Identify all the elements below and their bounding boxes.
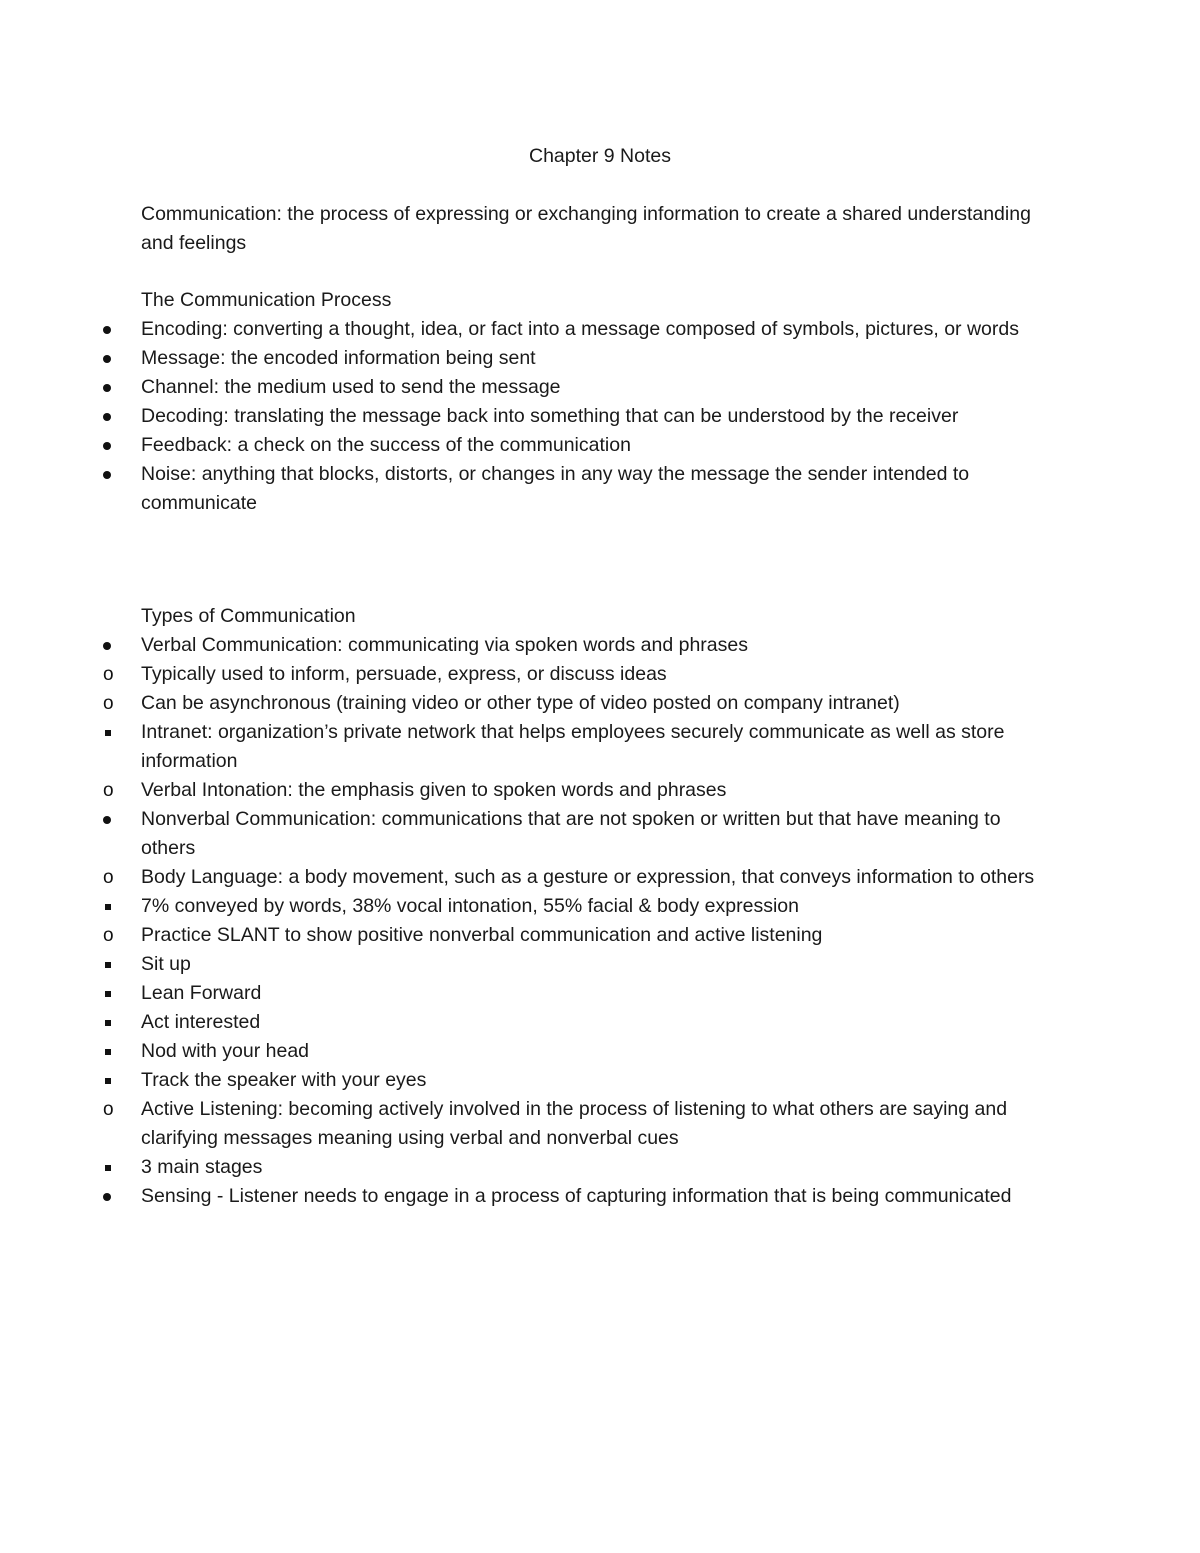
slant-sublist bbox=[141, 950, 1041, 1095]
list-item: Lean Forward bbox=[141, 979, 1041, 1008]
bullet-circle-icon: o bbox=[103, 664, 114, 685]
bullet-dot-icon bbox=[103, 1193, 111, 1201]
list-item: Sit up bbox=[141, 950, 1041, 979]
bullet-square-icon bbox=[105, 991, 111, 997]
list-item: o Body Language: a body movement, such as a gesture or expression, that conveys information to others 7% conveyed by words, 38% vocal intonation, 55% facial & body expression bbox=[141, 863, 1041, 921]
bullet-square-icon bbox=[105, 904, 111, 910]
document-title: Chapter 9 Notes bbox=[529, 145, 671, 167]
list-item: Nod with your head bbox=[141, 1037, 1041, 1066]
bullet-circle-icon: o bbox=[103, 780, 114, 801]
list-item-verbal: Verbal Communication: communicating via spoken words and phrases o Typically used to inform, persuade, express, or discuss ideas o Can be asynchronous (training video or other type of video posted on company intranet) Intranet: organization’s private network that helps employees securely communicate as well as store information o Verbal Intonation: the emphasis given to spoken words and phrases bbox=[141, 631, 1041, 805]
bullet-circle-icon: o bbox=[103, 1099, 114, 1120]
list-item: 7% conveyed by words, 38% vocal intonation, 55% facial & body expression bbox=[141, 892, 1041, 921]
bullet-dot-icon bbox=[103, 471, 111, 479]
list-item: Act interested bbox=[141, 1008, 1041, 1037]
body-language-sublist bbox=[141, 892, 1041, 921]
section-heading: Types of Communication bbox=[141, 605, 356, 627]
list-item: Feedback: a check on the success of the communication bbox=[141, 431, 1041, 460]
bullet-dot-icon bbox=[103, 355, 111, 363]
bullet-dot-icon bbox=[103, 384, 111, 392]
types-list bbox=[103, 631, 1041, 1211]
list-item: Track the speaker with your eyes bbox=[141, 1066, 1041, 1095]
stages-sublist bbox=[141, 1182, 1041, 1211]
list-item: o Active Listening: becoming actively involved in the process of listening to what others are saying and clarifying messages meaning using verbal and nonverbal cues 3 main stages Sensing - Listener needs to engage in a process of capturing information that is being communicated bbox=[141, 1095, 1041, 1211]
communication-process-section bbox=[141, 286, 1041, 518]
list-item: Message: the encoded information being sent bbox=[141, 344, 1041, 373]
bullet-square-icon bbox=[105, 962, 111, 968]
communication-definition: Communication: the process of expressing or exchanging information to create a shared understanding and feelings bbox=[141, 203, 1031, 254]
list-item: o Verbal Intonation: the emphasis given to spoken words and phrases bbox=[141, 776, 1041, 805]
intranet-sublist bbox=[141, 718, 1041, 776]
bullet-dot-icon bbox=[103, 816, 111, 824]
list-item: Channel: the medium used to send the message bbox=[141, 373, 1041, 402]
bullet-square-icon bbox=[105, 1165, 111, 1171]
process-list bbox=[141, 315, 1041, 518]
bullet-dot-icon bbox=[103, 642, 111, 650]
list-item: Decoding: translating the message back into something that can be understood by the receiver bbox=[141, 402, 1041, 431]
list-item: o Practice SLANT to show positive nonverbal communication and active listening Sit up Lean Forward Act interested Nod with your head Track the speaker with your eyes bbox=[141, 921, 1041, 1095]
bullet-circle-icon: o bbox=[103, 693, 114, 714]
bullet-square-icon bbox=[105, 1049, 111, 1055]
list-item: Encoding: converting a thought, idea, or fact into a message composed of symbols, pictures, or words bbox=[141, 315, 1041, 344]
list-item: o Typically used to inform, persuade, express, or discuss ideas bbox=[141, 660, 1041, 689]
bullet-dot-icon bbox=[103, 442, 111, 450]
bullet-square-icon bbox=[105, 730, 111, 736]
types-of-communication-section bbox=[103, 602, 1041, 1211]
list-item: 3 main stages Sensing - Listener needs to engage in a process of capturing information that is being communicated bbox=[141, 1153, 1041, 1211]
list-item: Sensing - Listener needs to engage in a process of capturing information that is being communicated bbox=[141, 1182, 1041, 1211]
bullet-circle-icon: o bbox=[103, 925, 114, 946]
bullet-dot-icon bbox=[103, 326, 111, 334]
bullet-square-icon bbox=[105, 1020, 111, 1026]
active-listening-sublist bbox=[141, 1153, 1041, 1211]
bullet-square-icon bbox=[105, 1078, 111, 1084]
verbal-sublist bbox=[103, 660, 1041, 805]
nonverbal-sublist bbox=[103, 863, 1041, 1211]
bullet-dot-icon bbox=[103, 413, 111, 421]
list-item: Noise: anything that blocks, distorts, or changes in any way the message the sender intended to communicate bbox=[141, 460, 1041, 518]
list-item-nonverbal: Nonverbal Communication: communications that are not spoken or written but that have meaning to others o Body Language: a body movement, such as a gesture or expression, that conveys information to others 7% conveyed by words, 38% vocal intonation, 55% facial & body expression o Practice SLANT to show positive nonverbal communication and active listening Sit up Lean Forward Act interested Nod with your head Track the speaker with your eyes o Active Listening: becoming actively involved in the process of listening to what others are saying and clarifying messages meaning using verbal and nonverbal cues 3 main stages Sensing - Listener needs to engage in a process of capturing information that is being communicated bbox=[141, 805, 1041, 1211]
bullet-circle-icon: o bbox=[103, 867, 114, 888]
list-item: o Can be asynchronous (training video or other type of video posted on company intranet) Intranet: organization’s private network that helps employees securely communicate as well as store information bbox=[141, 689, 1041, 776]
list-item: Intranet: organization’s private network that helps employees securely communicate as well as store information bbox=[141, 718, 1041, 776]
section-heading: The Communication Process bbox=[141, 289, 392, 311]
